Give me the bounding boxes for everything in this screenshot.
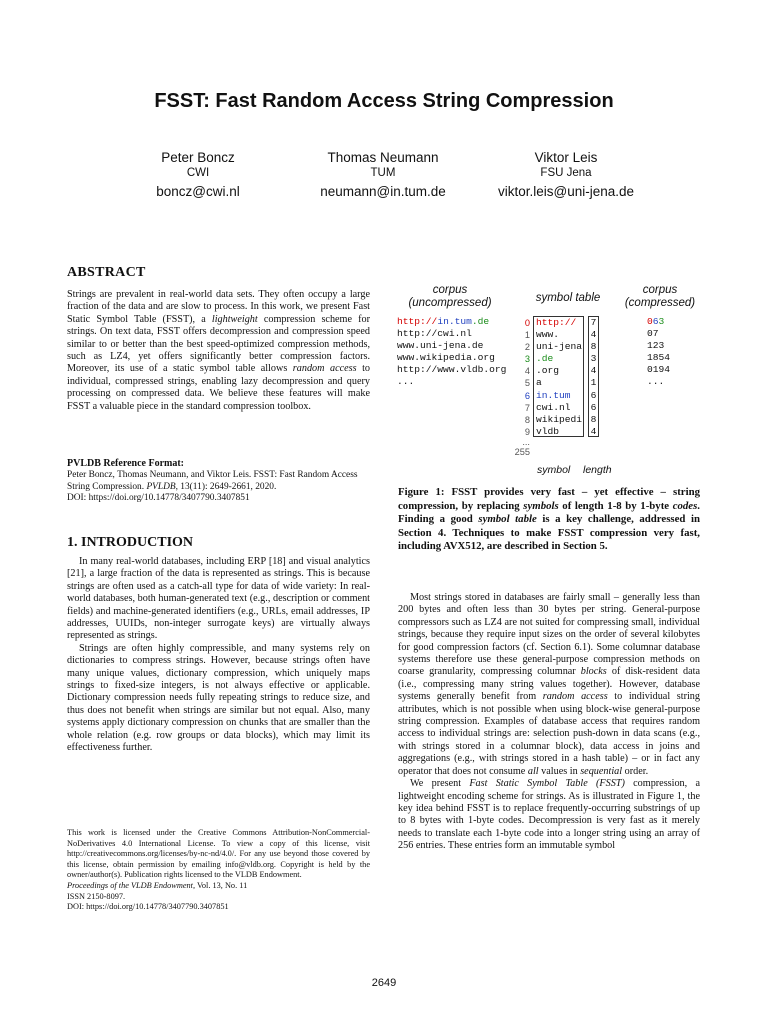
- symbol-index: 1: [524, 330, 530, 341]
- paragraph: [398, 778, 700, 852]
- corpus-line: [397, 376, 506, 388]
- text-span: in.tum: [437, 316, 472, 327]
- symbol-entry: .org: [536, 365, 560, 377]
- length-entry: 7: [590, 317, 597, 328]
- text-span: www.uni-jena.de: [397, 340, 484, 352]
- corpus-line: [397, 316, 506, 328]
- text-span: Strings are prevalent in real-world data sets. They often occupy a large fraction of the data and are slow to process. In this work, we present Fast Static Symbol Table (FSST), a: [67, 289, 370, 325]
- emphasis: Fast Static Symbol Table (FSST): [469, 778, 625, 790]
- label-length: length: [583, 464, 612, 476]
- text-span: . Finding a good: [398, 499, 700, 526]
- emphasis: lightweight: [211, 313, 258, 325]
- symbol-entry: .de: [536, 353, 554, 365]
- text-span: to individual, compressed strings, enabling lazy decompression and query processing on compressed data. We believe these features will make FSST a valuable piece in the standard compression toolbox.: [67, 363, 370, 412]
- text-span: , 13(11): 2649-2661, 2020.: [175, 481, 277, 492]
- author-name: Peter Boncz: [161, 150, 235, 165]
- text-span: to individual string attributes, which is not possible when using block-wise general-purpose string compression. Examples of database access that requires random access to individual strings are: selection push-down in data scans (e.g., with strings stored in a columnar block), data access in joins and aggregations (e.g., with strings stored in a hash table) – or in fact any operator that does not consume: [398, 691, 700, 777]
- text-span: 123: [647, 340, 665, 352]
- length-entry: 8: [590, 341, 597, 353]
- emphasis: random access: [292, 363, 357, 375]
- text-span: http://www.vldb.org: [397, 364, 507, 376]
- compressed-line: [647, 340, 670, 352]
- text-span: 1854: [647, 352, 671, 364]
- symbol-entry: uni-jena: [536, 341, 583, 353]
- author-affiliation: TUM: [370, 167, 396, 179]
- text-span: 07: [647, 328, 659, 340]
- length-entry: 4: [590, 365, 597, 377]
- emphasis: all: [527, 765, 539, 777]
- label-corpus-uncompressed: [395, 284, 505, 310]
- text-span: We present: [410, 778, 470, 790]
- text-span: Most strings stored in databases are fairly small – generally less than 200 bytes and often less than 30 bytes per string. General-purpose compressors such as LZ4 are not suited for compressing small, individual strings, because they require input sizes on the order of several kilobytes for good compression factors (cf. Section 6.1). Some columnar database systems therefore use these general-purpose compression methods on coarse granularity, compressing columnar: [398, 592, 700, 678]
- text-span: http://cwi.nl: [397, 328, 472, 340]
- corpus-line: [397, 364, 506, 376]
- text-span: .de: [471, 316, 490, 327]
- label-line: corpus: [432, 284, 468, 296]
- text-span: Figure 1: FSST provides very fast – yet effective – string compression, by replacing: [398, 486, 700, 512]
- license-text: This work is licensed under the Creative Commons Attribution-NonCommercial-NoDerivatives 4.0 International License. To view a copy of this license, visit http://creativecommons.org/licenses/by-nc-nd/4.0/. For any use beyond those covered by this license, obtain permission by emailing info@vldb.org. Copyright is held by the owner/author(s). Publication rights licensed to the VLDB Endowment.: [67, 828, 370, 880]
- symbol-index: 9: [524, 426, 530, 437]
- length-entry: 8: [590, 413, 597, 425]
- symbol-index: ...: [522, 436, 530, 447]
- label-corpus-compressed: [617, 284, 703, 310]
- author-email: neumann@in.tum.de: [320, 184, 446, 199]
- text-span: is a key challenge, addressed in Section 4. Techniques to make FSST compression very fast, including AVX512, are described in Section 5.: [398, 513, 700, 553]
- symbol-index: 0: [524, 318, 530, 328]
- text-span: values in: [538, 765, 581, 777]
- text-span: ...: [397, 376, 415, 388]
- length-entry: 1: [590, 377, 597, 389]
- symbol-entry: vldb: [536, 425, 560, 437]
- symbol-column: [533, 316, 584, 437]
- symbol-index: 4: [524, 366, 530, 377]
- label-line: (uncompressed): [408, 297, 492, 309]
- author-email: viktor.leis@uni-jena.de: [497, 184, 635, 199]
- text-span: http://: [397, 316, 438, 327]
- author-block: [293, 150, 473, 201]
- emphasis: random access: [542, 691, 608, 703]
- emphasis: symbol table: [478, 513, 537, 526]
- symbol-entry: cwi.nl: [536, 401, 571, 413]
- label-line: corpus: [642, 284, 678, 296]
- emphasis: symbols: [523, 499, 559, 512]
- emphasis: PVLDB: [146, 481, 176, 492]
- symbol-entry: http://: [536, 317, 577, 328]
- compressed-line: [647, 376, 670, 388]
- author-affiliation: FSU Jena: [540, 167, 592, 179]
- figure-1: [395, 282, 705, 482]
- intro-body: [67, 556, 370, 755]
- author-name: Thomas Neumann: [327, 150, 439, 165]
- paragraph: In many real-world databases, including ERP [18] and visual analytics [21], a large fraction of the data is represented as strings. This is because strings are often used as a catch-all type for data of wide variety: In real-world databases, both human-generated text (e.g., description or comment fields) and machine-generated identifiers (e.g., URLs, email addresses, IP addresses, UUIDs, non-integer surrogate keys) are virtually always represented as strings.: [67, 556, 370, 642]
- text-span: compression, a lightweight encoding scheme for strings. As is illustrated in Figure 1, the key idea behind FSST is to replace frequently-occurring substrings of up to 8 bytes with 1-byte codes. Decompression is very fast as it merely needs to translate each 1-byte code into a longer string using an array of 256 entries. These entries form an immutable symbol: [398, 778, 700, 852]
- symbol-index-column: [510, 317, 530, 458]
- page-number: 2649: [371, 977, 397, 989]
- symbol-entry: in.tum: [536, 389, 571, 401]
- label-line: (compressed): [624, 297, 696, 309]
- doi-line: DOI: https://doi.org/10.14778/3407790.3407851: [67, 493, 250, 504]
- compressed-line: [647, 328, 670, 340]
- text-span: of disk-resident data (i.e., compressing many string values together). However, database systems generally benefit from: [398, 666, 700, 703]
- text-span: 0: [647, 316, 653, 327]
- emphasis: codes: [672, 499, 698, 512]
- license-footnote: [67, 828, 370, 913]
- length-entry: 6: [590, 401, 597, 413]
- length-entry: 4: [590, 329, 597, 341]
- symbol-entry: www.: [536, 329, 560, 341]
- author-block: [476, 150, 656, 201]
- symbol-index: 3: [524, 354, 530, 365]
- text-span: compression scheme for strings. On text data, FSST offers decompression and compression speed similar to or better than the best speed-optimized compression methods, such as LZ4, yet offers significantly better compression factors. Moreover, its use of a static symbol table allows: [67, 313, 370, 375]
- uncompressed-corpus-list: [397, 316, 506, 389]
- issn: ISSN 2150-8097.: [67, 891, 126, 901]
- length-entry: 6: [590, 389, 597, 401]
- compressed-line: [647, 316, 670, 328]
- symbol-index: 5: [524, 378, 530, 389]
- text-span: 6: [652, 316, 659, 327]
- text-span: 3: [658, 316, 665, 327]
- corpus-line: [397, 352, 506, 364]
- symbol-entry: wikipedi: [536, 413, 583, 425]
- symbol-index: 6: [524, 390, 530, 401]
- length-entry: 3: [590, 353, 597, 365]
- author-email: boncz@cwi.nl: [156, 184, 240, 199]
- doi-line: DOI: https://doi.org/10.14778/3407790.3407851: [67, 902, 229, 912]
- abstract-heading: ABSTRACT: [67, 265, 146, 280]
- emphasis: blocks: [580, 666, 607, 678]
- author-name: Viktor Leis: [534, 150, 598, 165]
- section-heading: 1. INTRODUCTION: [67, 535, 194, 550]
- pvldb-reference: [67, 470, 370, 505]
- text-span: 0194: [647, 364, 671, 376]
- compressed-corpus-list: [647, 316, 670, 389]
- figure-caption: [398, 486, 700, 554]
- paragraph: Strings are often highly compressible, and many systems rely on dictionaries to compress strings. However, because strings often have many unique values, dictionary compression, which uniquely maps strings to fixed-size integers, is not always effective or applicable. Dictionary compression needs fully repeating strings to reduce size, and thus does not benefit when strings are similar but not equal. Also, many systems apply dictionary compression on chunks that are smaller than the whole relation (e.g. row groups or data blocks), which may limit its effectiveness further.: [67, 642, 370, 754]
- symbol-entry: a: [536, 377, 542, 389]
- label-symbol: symbol: [537, 464, 571, 476]
- length-entry: 4: [590, 425, 597, 437]
- text-span: ...: [647, 376, 665, 388]
- compressed-line: [647, 352, 670, 364]
- emphasis: sequential: [580, 765, 623, 777]
- emphasis: Proceedings of the VLDB Endowment,: [67, 880, 196, 890]
- text-span: order.: [622, 765, 649, 777]
- label-symbol-table: symbol table: [535, 292, 601, 304]
- pvldb-heading: PVLDB Reference Format:: [67, 458, 184, 469]
- symbol-index: 255: [514, 446, 530, 457]
- corpus-line: [397, 340, 506, 352]
- text-span: www.wikipedia.org: [397, 352, 495, 364]
- symbol-index: 7: [524, 402, 530, 413]
- paragraph: [398, 592, 700, 778]
- corpus-line: [397, 328, 506, 340]
- right-column-body: [398, 592, 700, 853]
- text-span: of length 1-8 by 1-byte: [558, 499, 673, 512]
- abstract-text: [67, 289, 370, 413]
- author-block: [108, 150, 288, 201]
- author-affiliation: CWI: [186, 167, 210, 179]
- paper-title: FSST: Fast Random Access String Compression: [154, 90, 614, 112]
- text-span: Peter Boncz, Thomas Neumann, and Viktor Leis. FSST: Fast Random Access String Compression.: [67, 470, 358, 492]
- length-column: [588, 316, 599, 437]
- compressed-line: [647, 364, 670, 376]
- symbol-index: 2: [524, 342, 530, 353]
- symbol-index: 8: [524, 414, 530, 425]
- text-span: Vol. 13, No. 11: [195, 880, 248, 890]
